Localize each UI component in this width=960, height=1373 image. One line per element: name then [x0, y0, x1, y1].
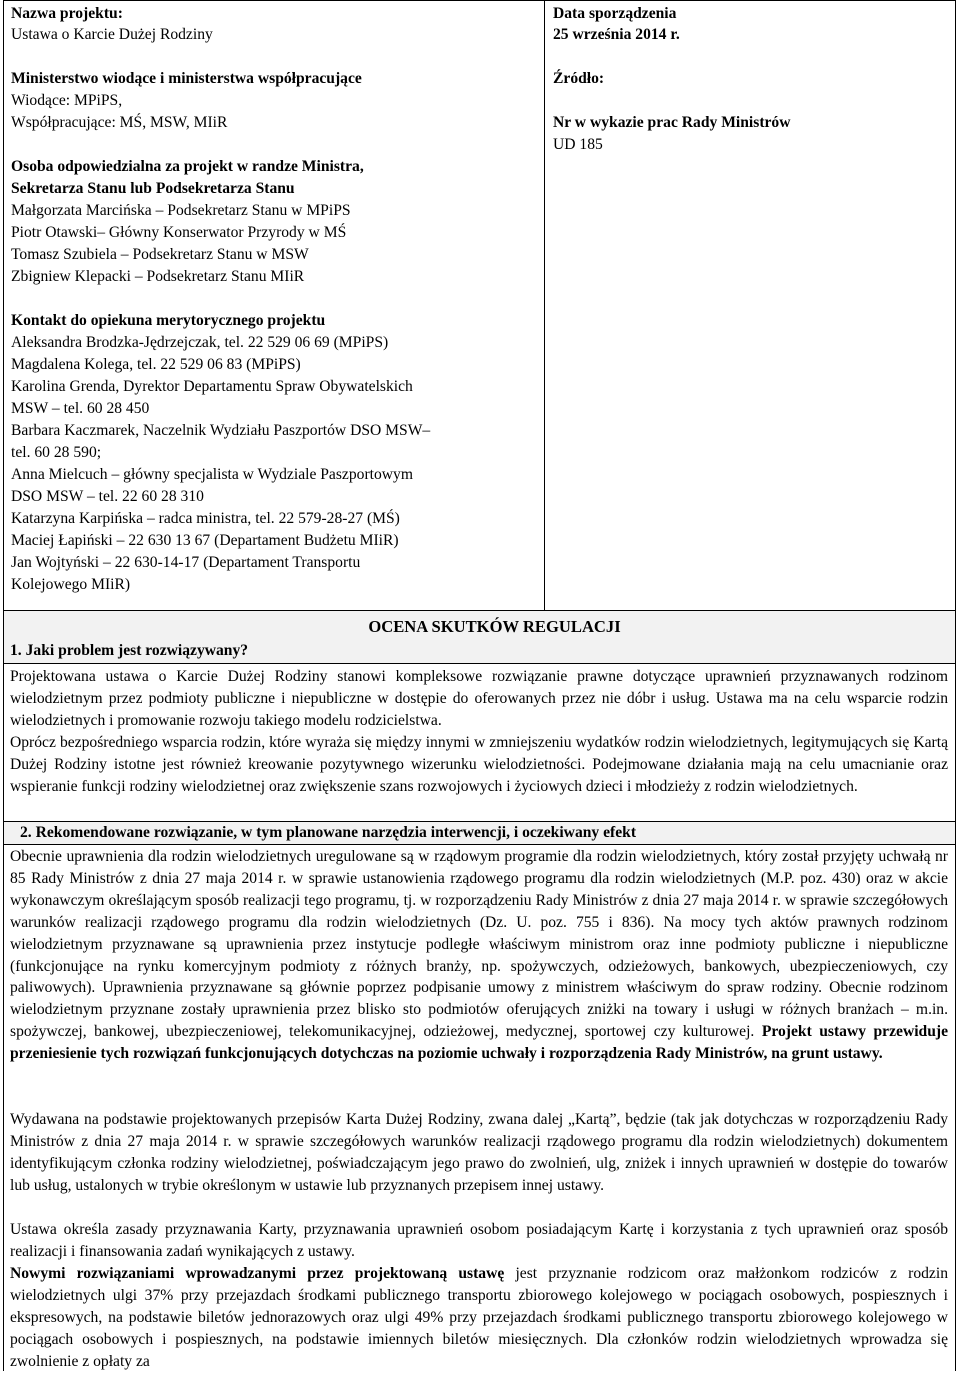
responsible-label-2: Sekretarza Stanu lub Podsekretarza Stanu — [11, 180, 295, 197]
document-meta-cell — [545, 1, 955, 610]
date-label: Data sporządzenia — [553, 5, 677, 22]
leading-ministry: Wiodące: MPiPS, — [11, 92, 123, 109]
q2-paragraph-4 — [10, 1263, 948, 1373]
question-2-heading: 2. Rekomendowane rozwiązanie, w tym planowane narzędzia interwencji, i oczekiwany efekt — [20, 824, 637, 841]
project-info-cell — [4, 1, 545, 610]
q2-paragraph-2: Wydawana na podstawie projektowanych przepisów Karta Dużej Rodziny, zwana dalej „Kartą”, będzie (tak jak dotychczas w rozporządzeniu Rady Ministrów z dnia 27 maja 2014 r. w sprawie szczegółowych warunków realizacji rządowego programu dla rodzin wielodzietnych) dokumentem identyfikującym członka rodziny wielodzietnej, poświadczającym jego prawo do zwolnień, ulg, zniżek i innych uprawnień w dostępie do towarów lub usług, ustalonych w trybie określonym w ustawie lub przyznanych przepisem innej ustawy. — [10, 1111, 948, 1194]
assessment-header — [4, 611, 955, 664]
contact-line: Barbara Kaczmarek, Naczelnik Wydziału Paszportów DSO MSW– — [11, 422, 431, 439]
contact-label: Kontakt do opiekuna merytorycznego projektu — [11, 312, 326, 329]
contact-line: Maciej Łapiński – 22 630 13 67 (Departament Budżetu MIiR) — [11, 532, 399, 549]
date-value: 25 września 2014 r. — [553, 26, 680, 43]
list-label: Nr w wykazie prac Rady Ministrów — [553, 114, 791, 131]
assessment-title: OCENA SKUTKÓW REGULACJI — [368, 617, 621, 636]
contact-line: tel. 60 28 590; — [11, 444, 102, 461]
question-2-body — [4, 844, 955, 1371]
q1-paragraph: Oprócz bezpośredniego wsparcia rodzin, które wyraża się między innymi w zmniejszeniu wydatków rodzin wielodzietnych, legitymujących się Kartą Dużej Rodziny istotne jest również kreowanie pozytywnego wizerunku wielodzietności. Podejmowane działania mają na celu umacnianie oraz wspieranie funkcji rodziny wielodzietnej oraz zwiększenie szans rozwojowych i życiowych dzieci i młodzieży z rodzin wielodzietnych. — [10, 734, 948, 795]
contact-line: Katarzyna Karpińska – radca ministra, tel. 22 579-28-27 (MŚ) — [11, 510, 400, 527]
responsible-person: Piotr Otawski– Główny Konserwator Przyrody w MŚ — [11, 224, 347, 241]
responsible-person: Małgorzata Marcińska – Podsekretarz Stanu w MPiPS — [11, 202, 351, 219]
project-name-label: Nazwa projektu: — [11, 5, 123, 22]
q2-paragraph-1 — [10, 846, 948, 1065]
list-number: UD 185 — [553, 136, 603, 153]
cooperating-ministries: Współpracujące: MŚ, MSW, MIiR — [11, 114, 228, 131]
project-name: Ustawa o Karcie Dużej Rodziny — [11, 26, 213, 43]
q1-paragraph: Projektowana ustawa o Karcie Dużej Rodziny stanowi kompleksowe rozwiązanie prawne dotyczące uprawnień przyznawanych rodzinom wielodzietnym przez podmioty publiczne i niepubliczne w dostępie do oferowanych przez nie dóbr i usług. Ustawa ma na celu wsparcie rodzin wielodzietnych i promowanie rozwoju takiego modelu rodzicielstwa. — [10, 668, 948, 729]
q2-text-bold: Nowymi rozwiązaniami wprowadzanymi przez projektowaną ustawę — [10, 1265, 505, 1282]
contact-line: Magdalena Kolega, tel. 22 529 06 83 (MPiPS) — [11, 356, 301, 373]
contact-line: Kolejowego MIiR) — [11, 576, 131, 593]
responsible-person: Zbigniew Klepacki – Podsekretarz Stanu MIiR — [11, 268, 305, 285]
contact-line: Anna Mielcuch – główny specjalista w Wydziale Paszportowym — [11, 466, 413, 483]
q2-paragraph-3: Ustawa określa zasady przyznawania Karty, przyznawania uprawnień osobom posiadającym Kartę i korzystania z tych uprawnień oraz sposób realizacji i finansowania zadań wynikających z ustawy. — [10, 1221, 948, 1260]
q2-text-bold: Projekt ustawy przewiduje przeniesienie tych rozwiązań funkcjonujących dotychczas na poziomie uchwały i rozporządzenia Rady Ministrów, na grunt ustawy. — [10, 1023, 948, 1063]
source-label: Źródło: — [553, 70, 605, 87]
contact-line: MSW – tel. 60 28 450 — [11, 400, 150, 417]
contact-line: Aleksandra Brodzka-Jędrzejczak, tel. 22 529 06 69 (MPiPS) — [11, 334, 389, 351]
question-1-body — [4, 664, 955, 821]
responsible-label: Osoba odpowiedzialna za projekt w randze Ministra, — [11, 158, 364, 175]
question-2-header — [4, 821, 955, 845]
responsible-person: Tomasz Szubiela – Podsekretarz Stanu w MSW — [11, 246, 309, 263]
contact-line: Jan Wojtyński – 22 630-14-17 (Departament Transportu — [11, 554, 361, 571]
contact-line: Karolina Grenda, Dyrektor Departamentu Spraw Obywatelskich — [11, 378, 413, 395]
ministries-label: Ministerstwo wiodące i ministerstwa współpracujące — [11, 70, 362, 87]
q2-text: Obecnie uprawnienia dla rodzin wielodzietnych uregulowane są w rządowym programie dla rodzin wielodzietnych, który został przyjęty uchwałą nr 85 Rady Ministrów z dnia 27 maja 2014 r. w sprawie ustanowienia rządowego programu dla rodzin wielodzietnych (M.P. poz. 430) oraz w akcie wykonawczym określającym sposób realizacji tego programu, tj. w rozporządzeniu Rady Ministrów z dnia 27 maja 2014 r. w sprawie szczegółowych warunków realizacji rządowego programu dla rodzin wielodzietnych (Dz. U. poz. 755 i 836). Na mocy tych aktów prawnych rodzinom wielodzietnym przyznawane są uprawnienia przez instytucje podległe właściwym ministrom oraz inne podmioty publiczne i niepubliczne (funkcjonujące na rynku komercyjnym podmioty z różnych branży, np. spożywczych, odzieżowych, bankowych, ubezpieczeniowych, czy paliwowych). Uprawnienia przyznawane są głównie poprzez podpisanie umowy z ministrem właściwym do spraw rodziny. Obecnie rodzinom wielodzietnym przyznane zostały uprawnienia przez blisko sto podmiotów oferujących zniżki na towary i usługi w różnych branżach – m.in. spożywczej, bankowej, ubezpieczeniowej, telekomunikacyjnej, odzieżowej, medycznej, sportowej czy kulturowej. — [10, 848, 948, 1041]
q2-text: jest przyznanie rodzicom oraz małżonkom rodziców z rodzin wielodzietnych ulgi 37% przy przejazdach środkami publicznego transportu zbiorowego kolejowego w pociągach osobowych, pospiesznych i ekspresowych, na podstawie biletów jednorazowych oraz ulgi 49% przy przejazdach środkami publicznego transportu zbiorowego kolejowego w pociągach osobowych i pospiesznych, na podstawie imiennych biletów miesięcznych. Dla członków rodzin wielodzietnych wprowadza się zwolnienie z opłaty za — [10, 1265, 948, 1370]
header-table — [4, 0, 955, 611]
regulatory-impact-assessment-document — [3, 0, 956, 1371]
contact-line: DSO MSW – tel. 22 60 28 310 — [11, 488, 204, 505]
question-1-heading: 1. Jaki problem jest rozwiązywany? — [10, 642, 249, 659]
